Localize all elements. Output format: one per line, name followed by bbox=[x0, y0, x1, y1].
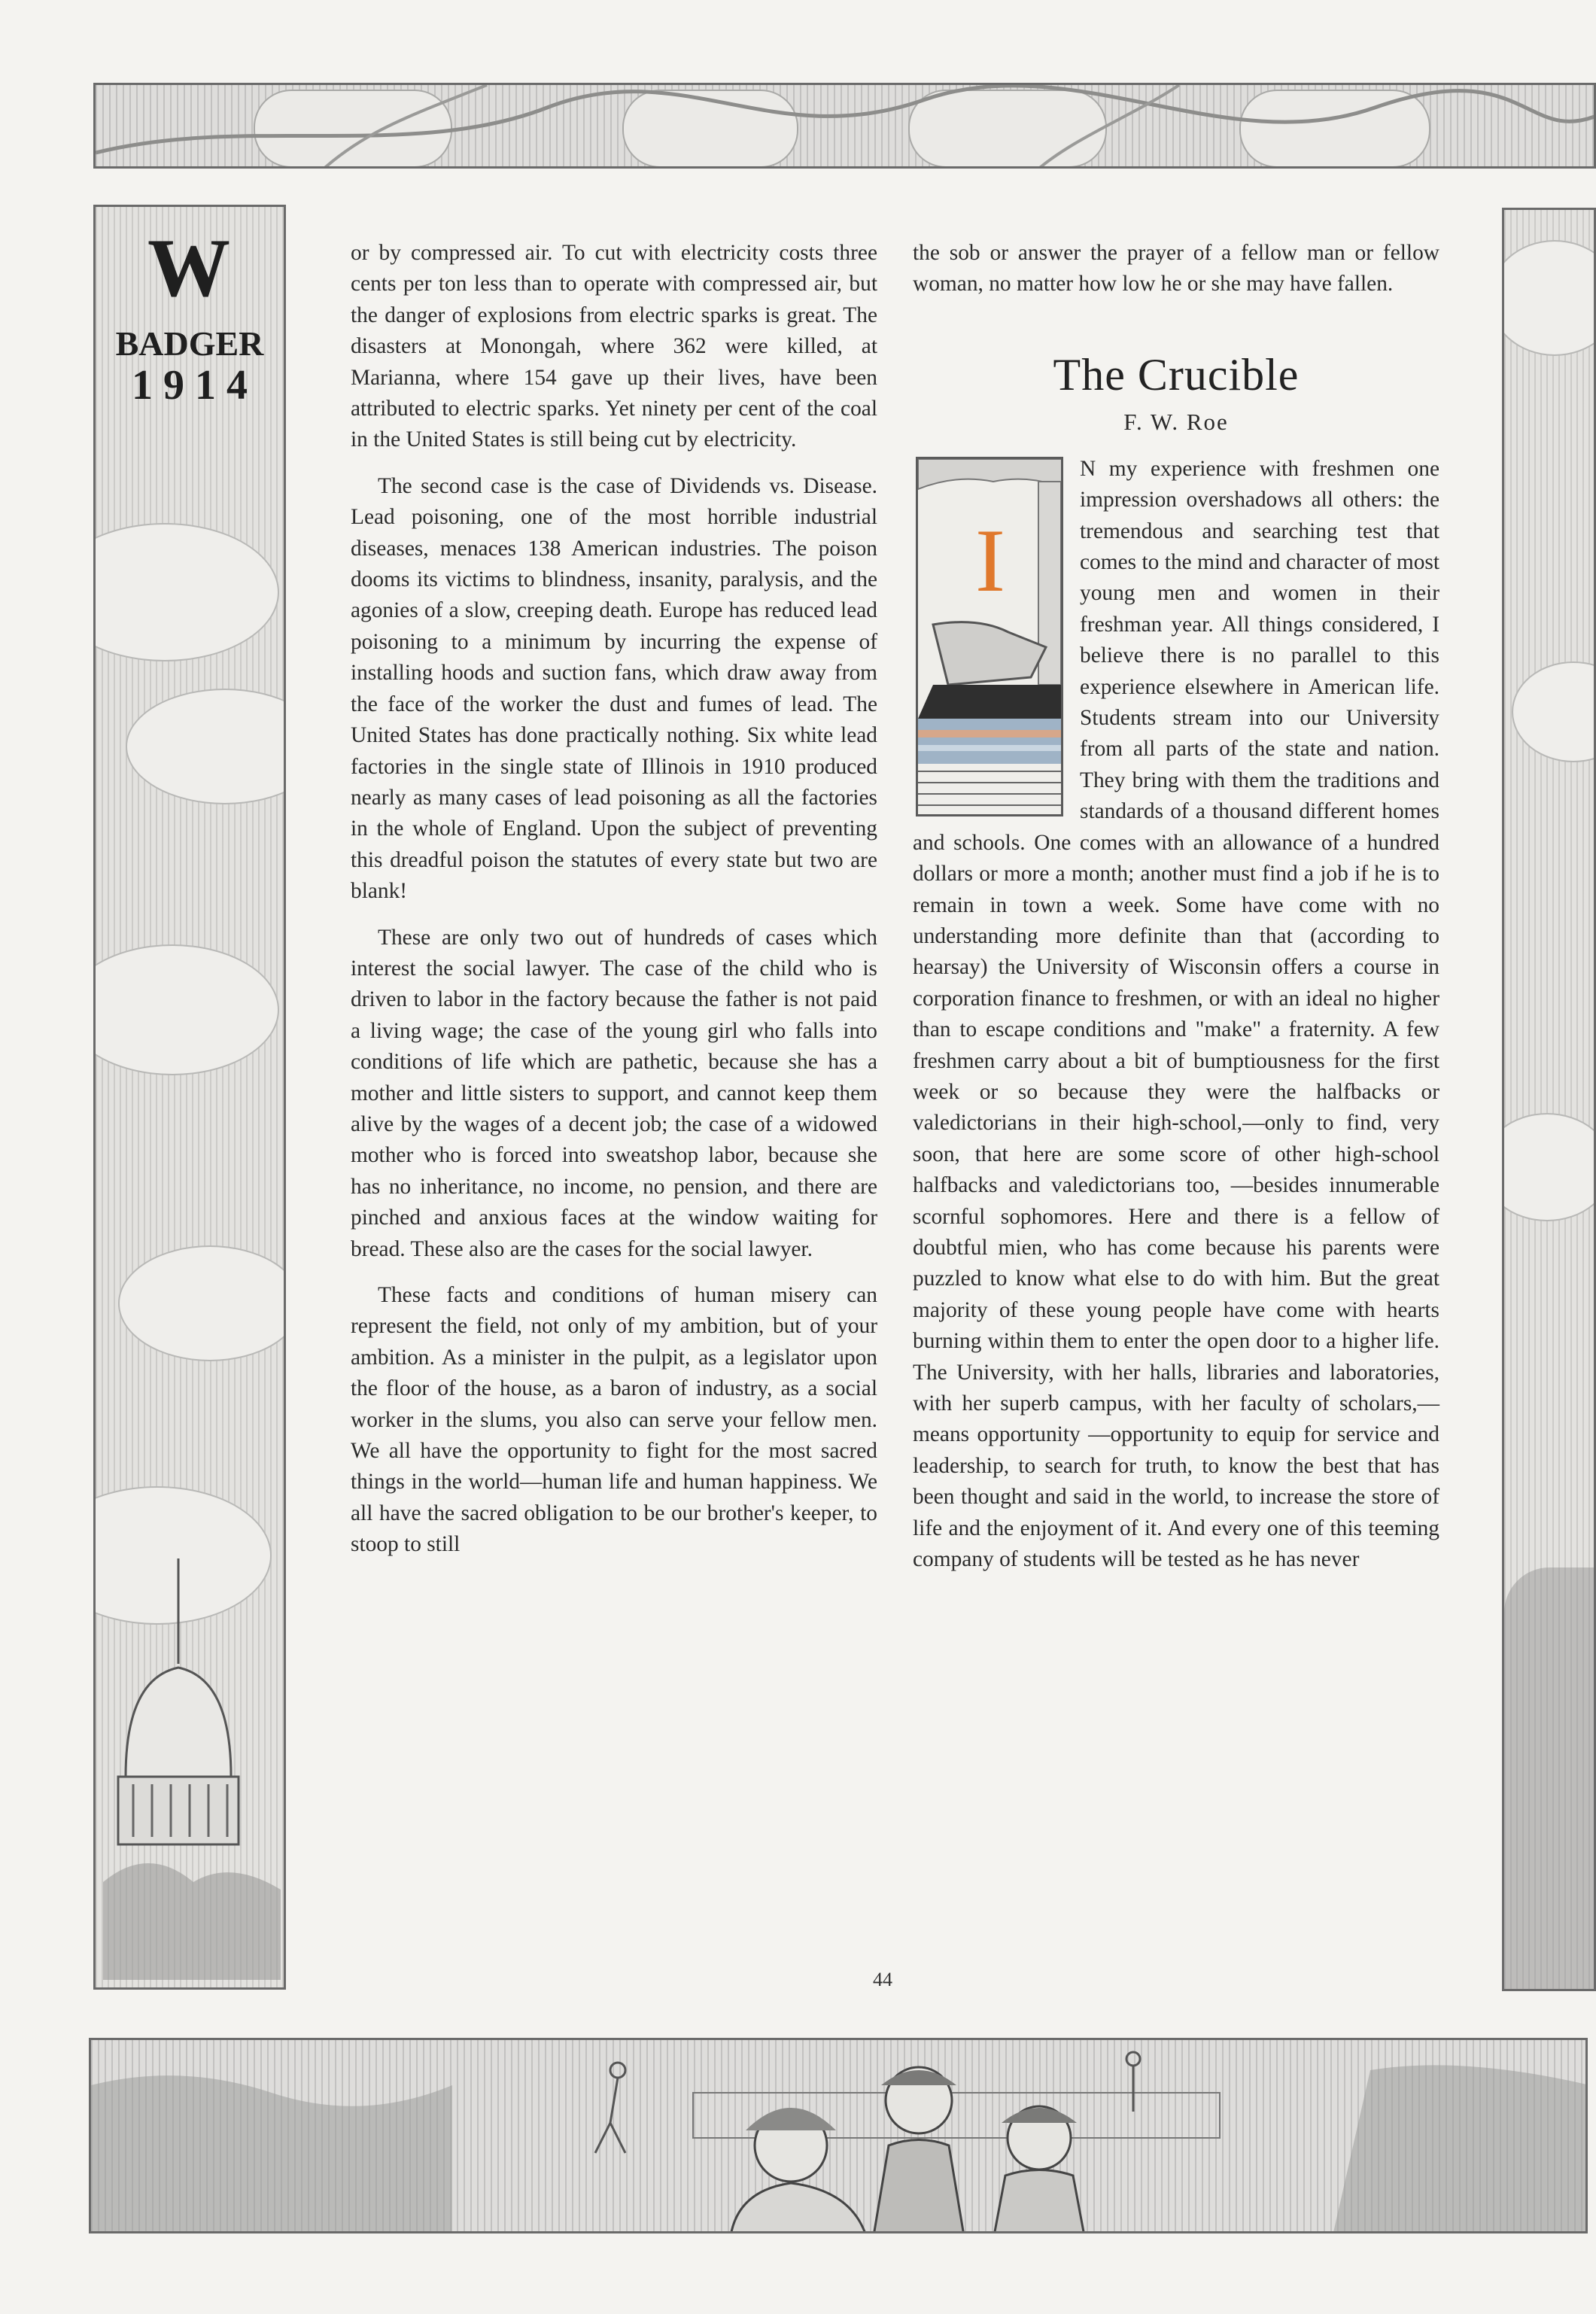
article-body: N my experience with freshmen one impression overshadows all others: the tremendous and searching test that comes to the mind and character of most young men and women in their freshman year. All things considered, I believe there is no parallel to this experience elsewhere in American life. Students stream into our University from all parts of the state and nation. They bring with them the traditions and standards of a thousand different homes and schools. One comes with an allowance of a hundred dollars or more a month; another must find a job if he is to remain in town a week. Some have come with no understanding more definite than that (according to hearsay) the University of Wisconsin offers a course in corporation finance to freshmen, or with an ideal no higher than to escape conditions and "make" a fraternity. A few freshmen carry about a bit of bumptiousness for the first week or so because they were the halfbacks or valedictorians in their high-school,—only to find, very soon, that here are some score of other high-school halfbacks and valedictorians too, —besides innumerable scornful sophomores. Here and there is a fellow of doubtful mien, who has come because his parents were puzzled to know what else to do with him. But the great majority of these young people have come with hearts burning within them to enter the open door to a higher life. The University, with her halls, libraries and laboratories, with her superb campus, with her faculty of scholars,—means opportunity —opportunity to equip for service and leadership, to search for truth, to know the best that has been thought and said in the world, to increase the store of life and the enjoyment of it. And every one of this teeming company of students will be tested as he has never bbox=[913, 456, 1439, 1572]
paragraph: These facts and conditions of human misery can represent the field, not only of my ambition, but of your ambition. As a minister in the pulpit, as a legislator upon the floor of the house, as a baron of industry, as a social worker in the slums, you also can serve your fellow men. We all have the opportunity to fight for the most sacred things in the world—human life and human happiness. We all have the sacred obligation to be our brother's keeper, to stoop to still bbox=[351, 1283, 877, 1557]
left-decorative-panel bbox=[93, 205, 286, 1990]
page-number: 44 bbox=[873, 1969, 892, 1990]
bottom-decorative-banner bbox=[89, 2038, 1588, 2233]
right-decorative-panel bbox=[1502, 208, 1596, 1991]
article-title: The Crucible bbox=[1053, 349, 1300, 400]
branch-ornament-icon bbox=[96, 85, 1596, 169]
paragraph: The second case is the case of Dividends vs. Disease. Lead poisoning, one of the most horrible industrial diseases, menaces 138 American industries. The poison dooms its victims to blindness, insanity, paralysis, and the agonies of a slow, creeping death. Europe has reduced lead poisoning to a minimum by incurring the expense of installing hoods and suction fans, which draw away from the face of the worker the dust and fumes of lead. The United States has done practically nothing. Six white lead factories in the single state of Illinois in 1910 produced nearly as many cases of lead poisoning as all the factories in the whole of England. Upon the subject of preventing this dreadful poison the statutes of every state but two are blank! bbox=[351, 473, 877, 904]
drop-cap-illustration bbox=[916, 457, 1063, 816]
top-decorative-banner bbox=[93, 83, 1596, 169]
right-text-column bbox=[913, 238, 1439, 1590]
foliage-ornament bbox=[1504, 1567, 1596, 1989]
left-text-column bbox=[351, 238, 877, 1576]
campus-scene-illustration bbox=[91, 2040, 1585, 2231]
paragraph: These are only two out of hundreds of cases which interest the social lawyer. The case of the child who is driven to labor in the factory because the father is not paid a living wage; the case of the young girl who falls into conditions of life which are pathetic, because she has a mother and little sisters to support, and cannot keep them alive by the wages of a decent job; the case of a widowed mother who is forced into sweatshop labor, because she has no inheritance, no income, no pension, and there are pinched and anxious faces at the window waiting for bread. These also are the cases for the social lawyer. bbox=[351, 925, 877, 1261]
article-author: F. W. Roe bbox=[1123, 408, 1229, 435]
logo-year: 1914 bbox=[132, 362, 258, 409]
logo-name: BADGER bbox=[115, 324, 264, 363]
paragraph: or by compressed air. To cut with electricity costs three cents per ton less than to operate with compressed air, but the danger of explosions from electric sparks is great. The disasters at Monongah, where 362 were killed, at Marianna, where 154 gave up their lives, have been attributed to electric sparks. Yet ninety per cent of the coal in the United States is still being cut by electricity. bbox=[351, 241, 877, 452]
paragraph: the sob or answer the prayer of a fellow man or fellow woman, no matter how low he or she may have fallen. bbox=[913, 241, 1439, 296]
logo-letter: W bbox=[147, 222, 232, 314]
capitol-dome-icon bbox=[103, 1528, 281, 1980]
drop-cap-letter: I bbox=[975, 509, 1005, 610]
